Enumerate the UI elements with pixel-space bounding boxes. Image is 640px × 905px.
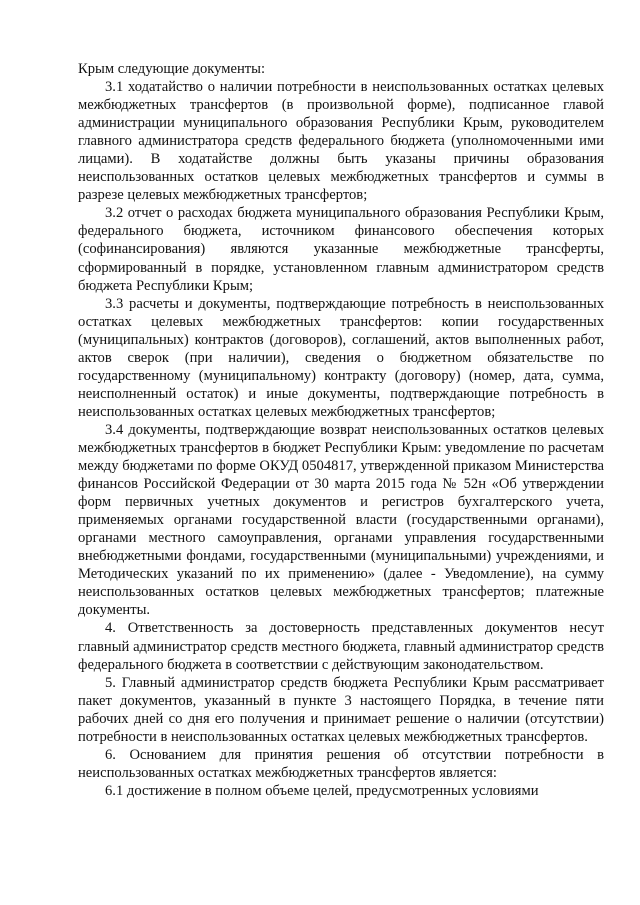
paragraph-3-2: 3.2 отчет о расходах бюджета муниципального образования Республики Крым, федерального бюджета, источником финансового обеспечения которых (софинансирования) являются указанные межбюджетные трансферты, сформированный в порядке, установленном главным администратором средств бюджета Республики Крым; [78,205,604,294]
paragraph-5: 5. Главный администратор средств бюджета Республики Крым рассматривает пакет документов, указанный в пункте 3 настоящего Порядка, в течение пяти рабочих дней со дня его получения и принимает решение о наличии (отсутствии) потребности в неиспользованных остатках целевых межбюджетных трансфертов. [78,674,604,745]
document-page [78,60,604,800]
paragraph-3-4: 3.4 документы, подтверждающие возврат неиспользованных остатков целевых межбюджетных трансфертов в бюджет Республики Крым: уведомление по расчетам между бюджетами по форме ОКУД 0504817, утвержденной приказом Министерства финансов Российской Федерации от 30 марта 2015 года № 52н «Об утверждении форм первичных учетных документов и регистров бухгалтерского учета, применяемых органами государственной власти (государственными органами), органами местного самоуправления, органами управления государственными внебюджетными фондами, государственными (муниципальными) учреждениями, и Методических указаний по их применению» (далее - Уведомление), на сумму неиспользованных остатков целевых межбюджетных трансфертов; платежные документы. [78,421,604,619]
paragraph-3-3: 3.3 расчеты и документы, подтверждающие потребность в неиспользованных остатках целевых межбюджетных трансфертов: копии государственных (муниципальных) контрактов (договоров), соглашений, актов выполненных работ, актов сверок (при наличии), сведения о бюджетном обязательстве по государственному (муниципальному) контракту (договору) (номер, дата, сумма, неисполненный остаток) и иные документы, подтверждающие потребность в неиспользованных остатках целевых межбюджетных трансфертов; [78,295,604,420]
paragraph-3-1: 3.1 ходатайство о наличии потребности в неиспользованных остатках целевых межбюджетных трансфертов (в произвольной форме), подписанное главой администрации муниципального образования Республики Крым, руководителем главного администратора средств федерального бюджета (уполномоченными ими лицами). В ходатайстве должны быть указаны причины образования неиспользованных остатков целевых межбюджетных трансфертов и суммы в разрезе целевых межбюджетных трансфертов; [78,79,604,204]
paragraph-6: 6. Основанием для принятия решения об отсутствии потребности в неиспользованных остатках межбюджетных трансфертов является: [78,746,604,781]
paragraph-4: 4. Ответственность за достоверность представленных документов несут главный администратор средств местного бюджета, главный администратор средств федерального бюджета в соответствии с действующим законодательством. [78,620,604,673]
paragraph-6-1: 6.1 достижение в полном объеме целей, предусмотренных условиями [105,782,539,799]
paragraph-intro: Крым следующие документы: [78,61,266,77]
